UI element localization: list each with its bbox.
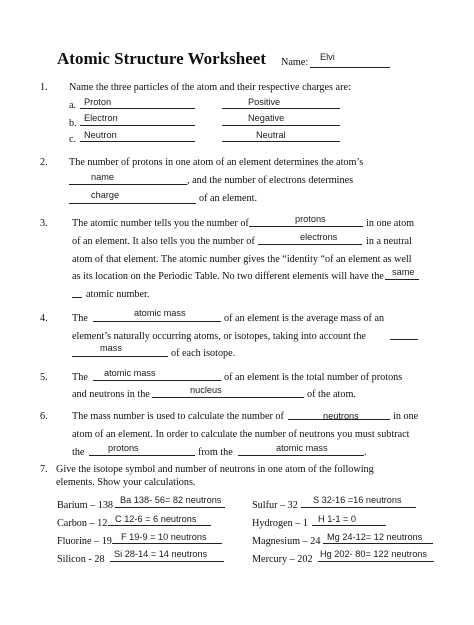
q6-line2: atom of an element. In order to calculate the number of neutrons you must subtract (72, 429, 410, 440)
q5-l2-after: of the atom. (307, 389, 356, 400)
q6-number: 6. (40, 411, 48, 422)
q3-answer-1[interactable]: protons (295, 214, 326, 224)
q1-c-letter: c. (69, 134, 77, 145)
q7-answer-line (301, 507, 416, 508)
q1-b-charge[interactable]: Negative (248, 113, 285, 123)
q1-b-particle-line (80, 125, 195, 126)
q1-number: 1. (40, 82, 48, 93)
q3-answer-3[interactable]: same (392, 267, 415, 277)
q7-answer-line (323, 543, 433, 544)
q5-answer-1[interactable]: atomic mass (104, 368, 156, 378)
q3-line3: atom of that element. The atomic number gives the “identity “of an element as well (72, 254, 412, 265)
q6-l1-after: in one (393, 411, 419, 422)
q7-answer-line (318, 561, 434, 562)
q7-item-answer[interactable]: Mg 24-12= 12 neutrons (327, 532, 423, 542)
q1-c-particle-line (80, 141, 195, 142)
q1-a-letter: a. (69, 100, 77, 111)
q5-answer-2[interactable]: nucleus (190, 385, 222, 395)
q5-l1-before: The (72, 372, 88, 383)
q7-answer-line (115, 507, 225, 508)
q7-item-answer[interactable]: Ba 138- 56= 82 neutrons (120, 495, 222, 505)
q4-ans2-line-a (390, 339, 418, 340)
q6-l3-mid: from the (198, 447, 233, 458)
q6-answer-3[interactable]: atomic mass (276, 443, 328, 453)
q5-ans1-line (93, 380, 221, 381)
q4-l1-after: of an element is the average mass of an (224, 313, 385, 324)
q2-number: 2. (40, 157, 48, 168)
q7-item-answer[interactable]: F 19-9 = 10 neutrons (121, 532, 207, 542)
q5-number: 5. (40, 372, 48, 383)
q7-line1: Give the isotope symbol and number of neutrons in one atom of the following (56, 464, 374, 475)
q7-item-label: Carbon – 12 (57, 518, 108, 529)
q7-item-answer[interactable]: H 1-1 = 0 (318, 514, 357, 524)
q5-l2-before: and neutrons in the (72, 389, 150, 400)
q4-ans2-line (72, 356, 168, 357)
q7-item-answer[interactable]: Si 28-14 = 14 neutrons (114, 549, 208, 559)
q7-answer-line (112, 543, 222, 544)
name-line (310, 67, 390, 68)
q7-answer-line (312, 525, 386, 526)
q2-line3: of an element. (199, 193, 257, 204)
q4-l1-before: The (72, 313, 88, 324)
q3-answer-2[interactable]: electrons (300, 232, 338, 242)
q4-line2: element’s naturally occurring atoms, or isotopes, taking into account the (72, 331, 366, 342)
q2-answer-2[interactable]: charge (91, 190, 120, 200)
q6-ans2-line (89, 455, 195, 456)
name-label: Name: (281, 57, 309, 68)
q4-number: 4. (40, 313, 48, 324)
q4-ans1-line (93, 321, 221, 322)
q6-answer-2[interactable]: protons (108, 443, 139, 453)
q2-line2: , and the number of electrons determines (187, 175, 354, 186)
q2-line1: The number of protons in one atom of an element determines the atom’s (69, 157, 364, 168)
q7-item-label: Fluorine – 19 (57, 536, 112, 547)
q7-item-label: Sulfur – 32 (252, 500, 298, 511)
q7-item-label: Silicon - 28 (57, 554, 105, 565)
q6-ans3-line (238, 455, 364, 456)
q1-b-charge-line (222, 125, 340, 126)
q3-l2-before: of an element. It also tells you the number of (72, 236, 255, 247)
q4-answer-1[interactable]: atomic mass (134, 308, 186, 318)
q7-line2: elements. Show your calculations. (56, 477, 196, 488)
q3-number: 3. (40, 218, 48, 229)
q7-item-label: Hydrogen – 1 (252, 518, 309, 529)
q3-l1-after: in one atom (366, 218, 415, 229)
q1-b-particle[interactable]: Electron (84, 113, 118, 123)
name-field[interactable]: Elvi (320, 52, 335, 62)
q1-c-particle[interactable]: Neutron (84, 130, 117, 140)
q7-item-label: Magnesium – 24 (252, 536, 321, 547)
q7-item-answer[interactable]: S 32-16 =16 neutrons (313, 495, 402, 505)
q3-ans1-line (249, 226, 363, 227)
q3-l2-after: in a neutral (366, 236, 412, 247)
q1-a-charge-line (222, 108, 340, 109)
q3-ans3-continue-line (72, 297, 82, 298)
q3-l1-before: The atomic number tells you the number of (72, 218, 249, 229)
q1-c-charge[interactable]: Neutral (256, 130, 286, 140)
q3-ans3-line (385, 279, 419, 280)
q1-a-charge[interactable]: Positive (248, 97, 281, 107)
q7-item-label: Mercury – 202 (252, 554, 313, 565)
q1-a-particle[interactable]: Proton (84, 97, 112, 107)
q4-line3: of each isotope. (171, 348, 236, 359)
q3-ans2-line (258, 244, 362, 245)
q2-answer-1[interactable]: name (91, 172, 114, 182)
q7-item-answer[interactable]: C 12-6 = 6 neutrons (115, 514, 197, 524)
q3-line4: as its location on the Periodic Table. No two different elements will have the (72, 271, 384, 282)
q2-ans1-line (69, 184, 187, 185)
q7-item-label: Barium – 138 (57, 500, 114, 511)
q6-l1-before: The mass number is used to calculate the number of (72, 411, 284, 422)
q6-period: . (364, 447, 367, 458)
q6-answer-1[interactable]: neutrons (323, 411, 359, 421)
q5-l1-after: of an element is the total number of protons (224, 372, 403, 383)
q3-line5: atomic number. (86, 289, 150, 300)
q2-ans2-line (69, 203, 196, 204)
page-title: Atomic Structure Worksheet (57, 49, 267, 68)
q5-ans2-line (152, 397, 304, 398)
q7-number: 7. (40, 464, 48, 475)
q7-answer-line (110, 561, 224, 562)
q4-answer-2[interactable]: mass (100, 343, 122, 353)
q7-item-answer[interactable]: Hg 202- 80= 122 neutrons (320, 549, 428, 559)
q1-c-charge-line (222, 141, 340, 142)
q7-answer-line (108, 525, 211, 526)
q6-l3-before: the (72, 447, 85, 458)
q1-a-particle-line (80, 108, 195, 109)
q1-b-letter: b. (69, 118, 77, 129)
q1-text: Name the three particles of the atom and their respective charges are: (69, 82, 351, 93)
